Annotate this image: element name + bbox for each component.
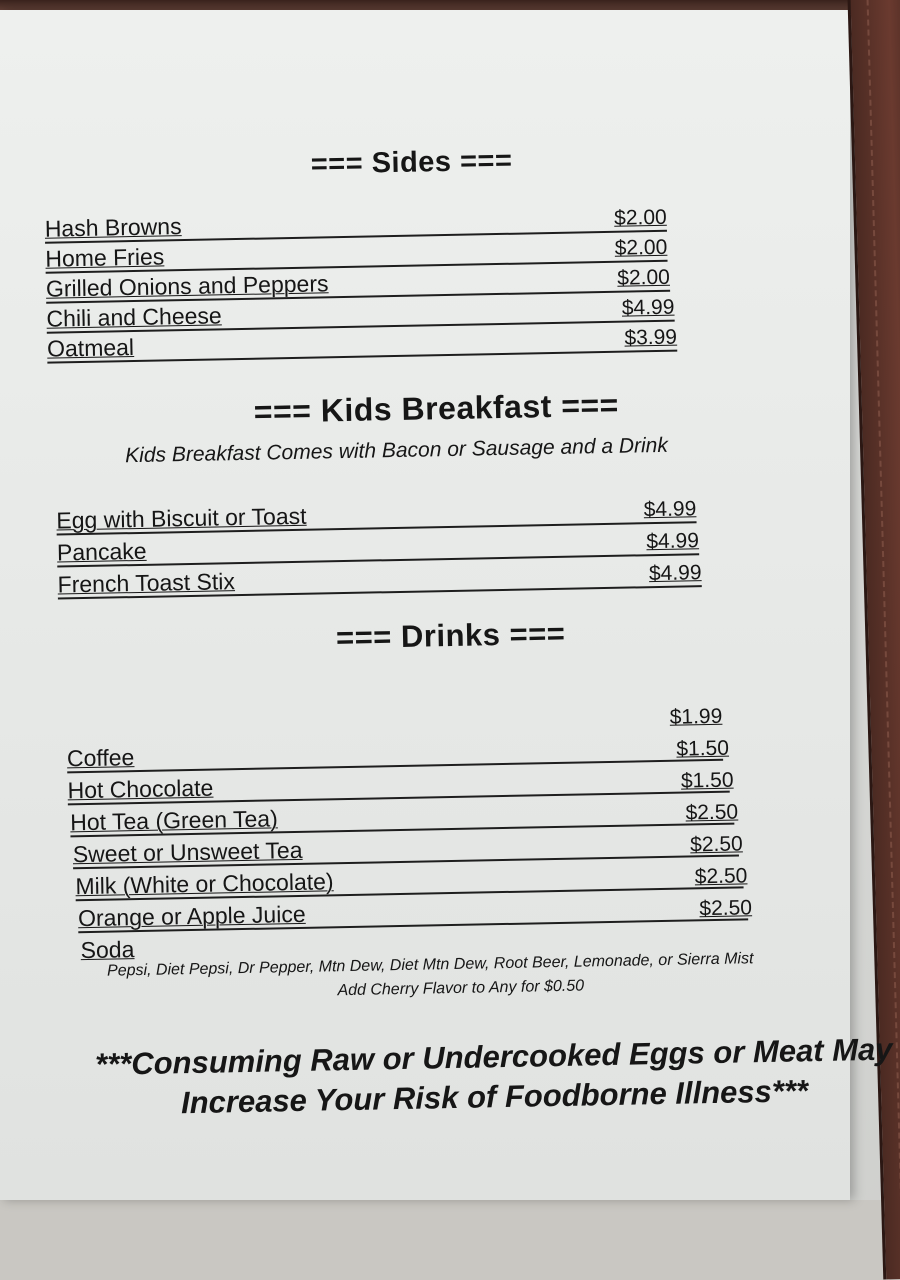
item-name: Hot Tea (Green Tea) [69,805,278,836]
item-name: Chili and Cheese [46,302,222,332]
item-price: $1.50 [676,736,730,761]
item-price: $2.00 [614,235,668,260]
item-name: Milk (White or Chocolate) [75,868,334,900]
item-name: Home Fries [45,243,165,272]
item-price: $2.00 [613,205,667,230]
item-name: Hot Chocolate [67,774,214,804]
item-name: Orange or Apple Juice [77,900,306,932]
item-price: $1.50 [680,768,734,793]
item-price: $4.99 [646,529,700,554]
drinks-title: === Drinks === [335,615,566,656]
item-name: Soda [80,936,135,964]
soda-flavors-note: Pepsi, Diet Pepsi, Dr Pepper, Mtn Dew, Diet Mtn Dew, Root Beer, Lemonade, or Sierra Mist [106,950,754,980]
item-name: Pancake [56,537,147,566]
item-name: Egg with Biscuit or Toast [56,502,307,534]
kids-breakfast-title: === Kids Breakfast === [253,386,620,430]
item-name: Grilled Onions and Peppers [45,270,329,302]
item-name: Sweet or Unsweet Tea [72,836,303,868]
kids-breakfast-subtitle: Kids Breakfast Comes with Bacon or Sausage and a Drink [124,433,669,468]
cherry-flavor-note: Add Cherry Flavor to Any for $0.50 [337,977,585,1000]
item-price: $3.99 [624,325,678,350]
item-price: $4.99 [648,561,702,586]
item-name: Coffee [66,744,135,772]
food-safety-warning-line-2: Increase Your Risk of Foodborne Illness*** [180,1073,809,1121]
item-price: $2.50 [694,864,748,889]
item-name: Oatmeal [46,334,135,362]
item-price: $2.00 [617,265,671,290]
item-name: French Toast Stix [57,568,236,598]
food-safety-warning-line-1: ***Consuming Raw or Undercooked Eggs or Meat May [94,1031,893,1082]
item-price: $4.99 [621,295,675,320]
item-price: $2.50 [685,800,739,825]
item-price: $4.99 [643,497,697,522]
sides-title: === Sides === [310,144,513,181]
item-price: $2.50 [689,832,743,857]
item-price: $2.50 [699,896,753,921]
item-name: Hash Browns [44,213,182,242]
item-price: $1.99 [669,704,723,729]
